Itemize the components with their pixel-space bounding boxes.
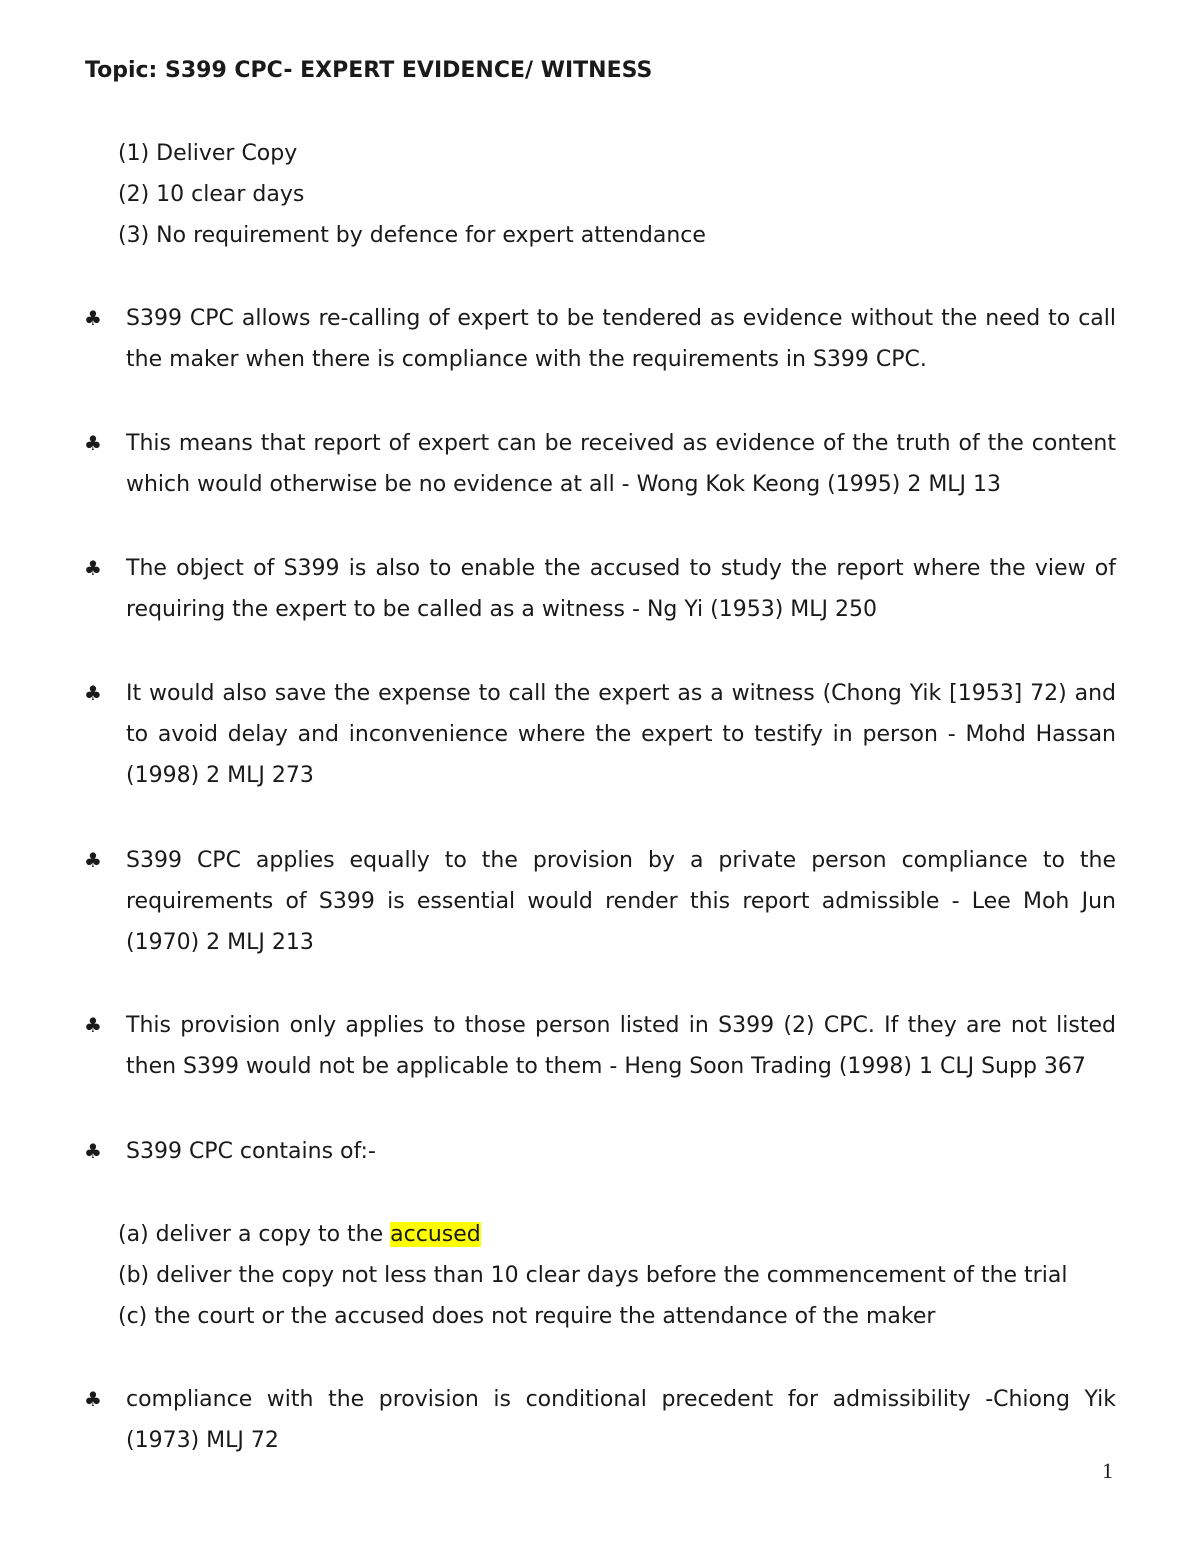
list-item: (b) deliver the copy not less than 10 clear days before the commencement of the trial bbox=[118, 1263, 1068, 1288]
club-suit-icon: ♣ bbox=[84, 1387, 102, 1411]
bullet-text: compliance with the provision is conditional precedent for admissibility -Chiong Yik (1973) MLJ 72 bbox=[126, 1387, 1116, 1453]
club-suit-icon: ♣ bbox=[84, 848, 102, 872]
bullet-paragraph bbox=[84, 1131, 1116, 1172]
list-item: (2) 10 clear days bbox=[118, 182, 305, 207]
club-suit-icon: ♣ bbox=[84, 431, 102, 455]
page-number: 1 bbox=[1102, 1458, 1113, 1483]
list-item bbox=[118, 1214, 1067, 1255]
club-suit-icon: ♣ bbox=[84, 681, 102, 705]
list-item: (c) the court or the accused does not require the attendance of the maker bbox=[118, 1304, 936, 1329]
club-suit-icon: ♣ bbox=[84, 1139, 102, 1163]
contents-list bbox=[118, 1214, 1067, 1337]
bullet-text: The object of S399 is also to enable the accused to study the report where the view of requiring the expert to be called as a witness - Ng Yi (1953) MLJ 250 bbox=[126, 556, 1116, 622]
bullet-text: S399 CPC allows re-calling of expert to be tendered as evidence without the need to call the maker when there is compliance with the requirements in S399 CPC. bbox=[126, 306, 1116, 372]
highlighted-word: accused bbox=[390, 1222, 481, 1247]
bullet-text: This means that report of expert can be received as evidence of the truth of the content which would otherwise be no evidence at all - Wong Kok Keong (1995) 2 MLJ 13 bbox=[126, 431, 1116, 497]
bullet-paragraph bbox=[84, 548, 1116, 630]
requirements-list bbox=[118, 133, 706, 256]
item-a-text: (a) deliver a copy to the bbox=[118, 1222, 391, 1247]
club-suit-icon: ♣ bbox=[84, 306, 102, 330]
list-item: (3) No requirement by defence for expert attendance bbox=[118, 223, 706, 248]
bullet-text: This provision only applies to those person listed in S399 (2) CPC. If they are not listed then S399 would not be applicable to them - Heng Soon Trading (1998) 1 CLJ Supp 367 bbox=[126, 1013, 1116, 1079]
bullet-paragraph bbox=[84, 840, 1116, 963]
bullet-paragraph bbox=[84, 1005, 1116, 1087]
bullet-paragraph bbox=[84, 423, 1116, 505]
topic-text: : S399 CPC- EXPERT EVIDENCE/ WITNESS bbox=[148, 58, 653, 83]
bullet-text: S399 CPC applies equally to the provision by a private person compliance to the requirements of S399 is essential would render this report admissible - Lee Moh Jun (1970) 2 MLJ 213 bbox=[126, 848, 1116, 955]
club-suit-icon: ♣ bbox=[84, 1013, 102, 1037]
bullet-paragraph bbox=[84, 1379, 1116, 1461]
page-title bbox=[85, 56, 652, 86]
bullet-text: S399 CPC contains of:- bbox=[126, 1139, 376, 1164]
bullet-paragraph bbox=[84, 673, 1116, 796]
club-suit-icon: ♣ bbox=[84, 556, 102, 580]
topic-label: Topic bbox=[85, 58, 149, 83]
bullet-text: It would also save the expense to call the expert as a witness (Chong Yik [1953] 72) and to avoid delay and inconvenience where the expert to testify in person - Mohd Hassan (1998) 2 MLJ 273 bbox=[126, 681, 1116, 788]
bullet-paragraph bbox=[84, 298, 1116, 380]
list-item: (1) Deliver Copy bbox=[118, 141, 298, 166]
